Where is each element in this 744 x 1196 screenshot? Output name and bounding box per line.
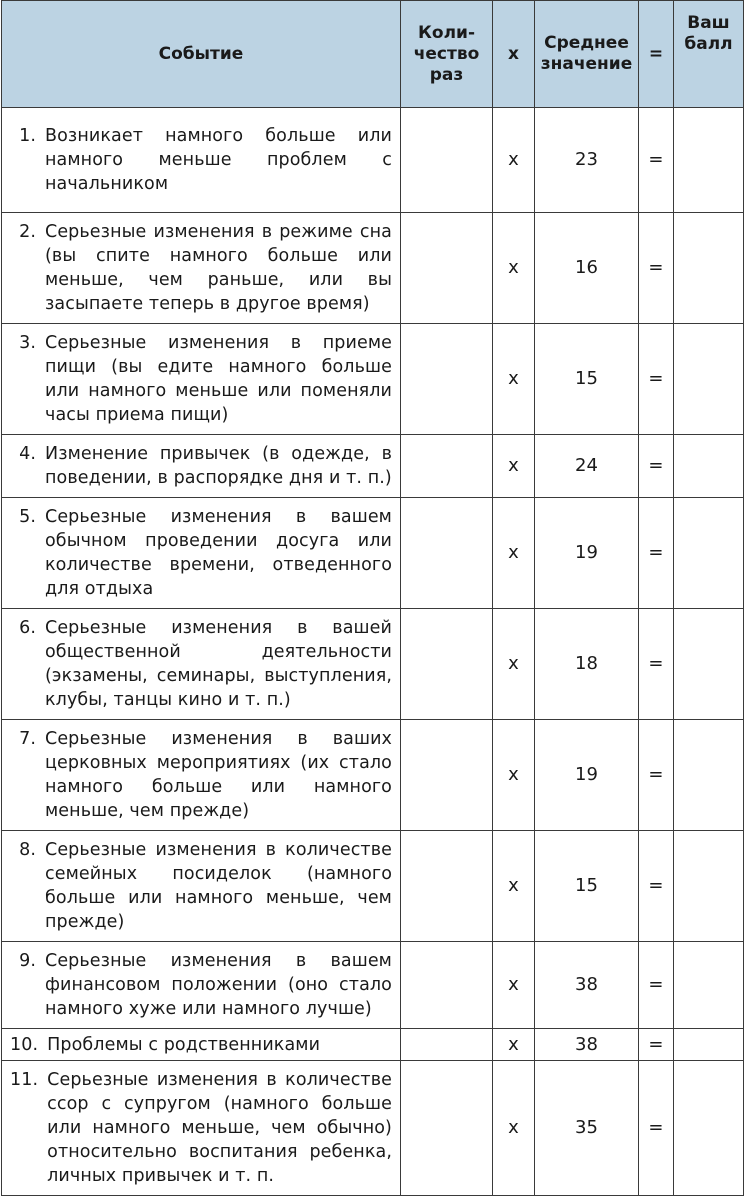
event-cell xyxy=(2,1029,401,1061)
header-event xyxy=(2,1,401,108)
equals-sign: = xyxy=(639,1061,674,1196)
equals-sign: = xyxy=(639,1029,674,1061)
header-equals xyxy=(639,1,674,108)
count-input-cell[interactable] xyxy=(401,324,493,435)
event-text: Возникает намного больше или намного меньше проблем с начальником xyxy=(45,126,392,194)
header-times xyxy=(493,1,535,108)
mean-value: 38 xyxy=(535,1029,639,1061)
header-score-line: Ваш xyxy=(687,13,730,33)
count-input-cell[interactable] xyxy=(401,108,493,213)
header-score xyxy=(674,1,744,108)
score-input-cell[interactable] xyxy=(674,831,744,942)
table-row xyxy=(2,498,744,609)
equals-sign: = xyxy=(639,609,674,720)
count-input-cell[interactable] xyxy=(401,1061,493,1196)
header-mean-line: Среднее xyxy=(544,33,629,53)
event-cell xyxy=(2,720,401,831)
mean-value: 24 xyxy=(535,435,639,498)
event-cell xyxy=(2,942,401,1029)
event-number: 7. xyxy=(19,729,36,749)
times-sign: х xyxy=(493,108,535,213)
event-number: 8. xyxy=(19,840,36,860)
score-input-cell[interactable] xyxy=(674,942,744,1029)
mean-value: 19 xyxy=(535,720,639,831)
event-number: 4. xyxy=(19,444,36,464)
event-number: 6. xyxy=(19,618,36,638)
equals-sign: = xyxy=(639,435,674,498)
event-text: Проблемы с родственниками xyxy=(47,1034,321,1055)
equals-sign: = xyxy=(639,324,674,435)
header-mean xyxy=(535,1,639,108)
event-number: 3. xyxy=(19,333,36,353)
mean-value: 15 xyxy=(535,831,639,942)
header-row xyxy=(2,1,744,108)
mean-value: 18 xyxy=(535,609,639,720)
header-count-line: чество xyxy=(413,43,480,64)
event-cell xyxy=(2,435,401,498)
times-sign: х xyxy=(493,609,535,720)
equals-sign: = xyxy=(639,720,674,831)
header-count-line: Коли- xyxy=(418,22,475,43)
count-input-cell[interactable] xyxy=(401,498,493,609)
header-count xyxy=(401,1,493,108)
event-text: Серьезные изменения в количестве семейных посиделок (намного больше или намного меньше, чем прежде) xyxy=(45,840,392,932)
event-text: Серьезные изменения в ваших церковных мероприятиях (их стало намного больше или намного меньше, чем прежде) xyxy=(45,729,392,821)
event-text: Серьезные изменения в вашем обычном проведении досуга или количестве времени, отведенного для отдыха xyxy=(45,507,392,599)
mean-value: 35 xyxy=(535,1061,639,1196)
event-text: Серьезные изменения в приеме пищи (вы едите намного больше или намного меньше или поменяли часы приема пищи) xyxy=(45,333,392,425)
score-input-cell[interactable] xyxy=(674,213,744,324)
equals-sign: = xyxy=(639,831,674,942)
header-mean-line: значение xyxy=(540,54,633,74)
count-input-cell[interactable] xyxy=(401,609,493,720)
count-input-cell[interactable] xyxy=(401,435,493,498)
count-input-cell[interactable] xyxy=(401,720,493,831)
event-text: Серьезные изменения в вашей общественной деятельности (экзамены, семинары, выступления, клубы, танцы кино и т. п.) xyxy=(45,618,392,710)
count-input-cell[interactable] xyxy=(401,831,493,942)
times-sign: х xyxy=(493,498,535,609)
header-event-label: Событие xyxy=(158,43,244,64)
event-text: Серьезные изменения в количестве ссор с супругом (намного больше или намного меньше, чем обычно) относительно воспитания ребенка, личных привычек и т. п. xyxy=(47,1070,392,1186)
equals-sign: = xyxy=(639,108,674,213)
table-row xyxy=(2,435,744,498)
mean-value: 15 xyxy=(535,324,639,435)
event-number: 9. xyxy=(19,951,36,971)
event-number: 11. xyxy=(10,1070,39,1090)
event-number: 10. xyxy=(10,1034,39,1055)
score-input-cell[interactable] xyxy=(674,1061,744,1196)
mean-value: 38 xyxy=(535,942,639,1029)
times-sign: х xyxy=(493,435,535,498)
score-input-cell[interactable] xyxy=(674,609,744,720)
event-cell xyxy=(2,609,401,720)
table-body xyxy=(2,108,744,1196)
table-row xyxy=(2,1029,744,1061)
table-row xyxy=(2,609,744,720)
score-input-cell[interactable] xyxy=(674,498,744,609)
event-text: Серьезные изменения в вашем финансовом положении (оно стало намного хуже или намного лучше) xyxy=(45,951,392,1019)
table-row xyxy=(2,213,744,324)
score-input-cell[interactable] xyxy=(674,324,744,435)
times-sign: х xyxy=(493,942,535,1029)
header-equals-label: = xyxy=(648,43,664,64)
equals-sign: = xyxy=(639,498,674,609)
event-cell xyxy=(2,324,401,435)
count-input-cell[interactable] xyxy=(401,942,493,1029)
event-text: Серьезные изменения в режиме сна (вы спите намного больше или меньше, чем раньше, или вы засыпаете теперь в другое время) xyxy=(45,222,392,314)
event-cell xyxy=(2,1061,401,1196)
score-input-cell[interactable] xyxy=(674,435,744,498)
equals-sign: = xyxy=(639,213,674,324)
event-number: 2. xyxy=(19,222,36,242)
times-sign: х xyxy=(493,324,535,435)
table-row xyxy=(2,1061,744,1196)
header-score-line: балл xyxy=(684,34,733,54)
times-sign: х xyxy=(493,1061,535,1196)
mean-value: 19 xyxy=(535,498,639,609)
event-text: Изменение привычек (в одежде, в поведении, в распорядке дня и т. п.) xyxy=(45,444,392,488)
event-cell xyxy=(2,831,401,942)
event-number: 1. xyxy=(19,126,36,146)
times-sign: х xyxy=(493,213,535,324)
table-row xyxy=(2,108,744,213)
event-number: 5. xyxy=(19,507,36,527)
header-times-label: х xyxy=(508,43,519,64)
score-input-cell[interactable] xyxy=(674,720,744,831)
event-cell xyxy=(2,213,401,324)
equals-sign: = xyxy=(639,942,674,1029)
table-row xyxy=(2,831,744,942)
header-count-line: раз xyxy=(429,64,464,85)
score-input-cell[interactable] xyxy=(674,108,744,213)
mean-value: 23 xyxy=(535,108,639,213)
times-sign: х xyxy=(493,1029,535,1061)
table-row xyxy=(2,324,744,435)
times-sign: х xyxy=(493,720,535,831)
mean-value: 16 xyxy=(535,213,639,324)
count-input-cell[interactable] xyxy=(401,213,493,324)
event-cell xyxy=(2,108,401,213)
table-row xyxy=(2,720,744,831)
life-events-table xyxy=(1,0,744,1196)
count-input-cell[interactable] xyxy=(401,1029,493,1061)
score-input-cell[interactable] xyxy=(674,1029,744,1061)
table-row xyxy=(2,942,744,1029)
times-sign: х xyxy=(493,831,535,942)
event-cell xyxy=(2,498,401,609)
